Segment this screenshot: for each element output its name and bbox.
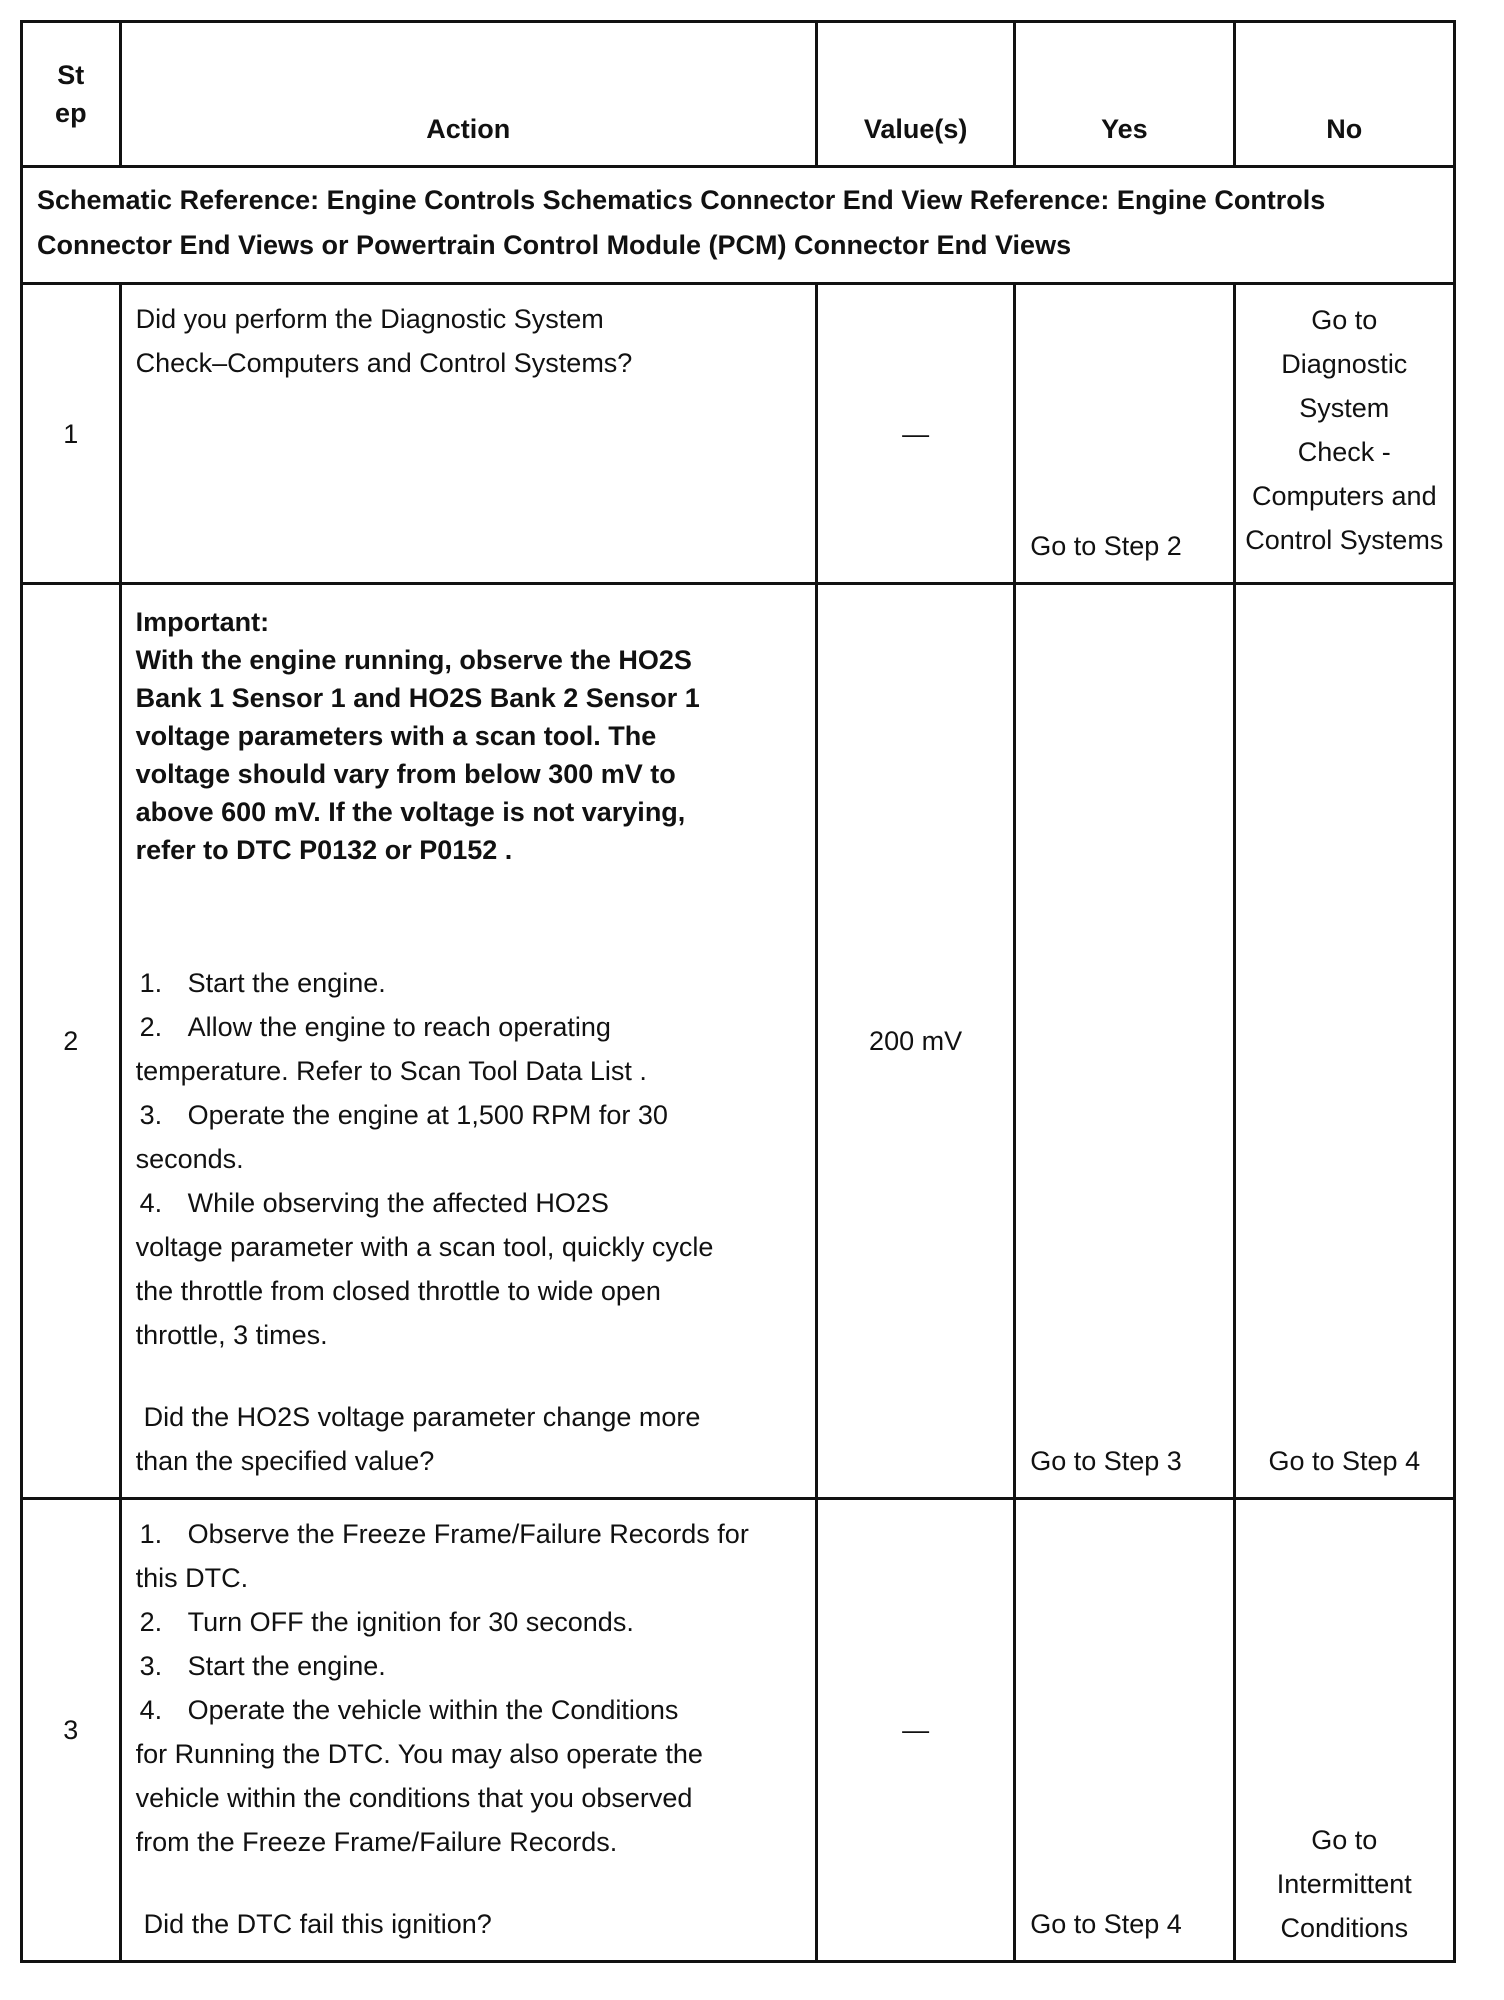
list-text: this DTC. (135, 1563, 249, 1593)
list-item (136, 1005, 775, 1049)
list-text: Start the engine. (187, 968, 386, 998)
list-item (136, 1688, 775, 1732)
list-item (136, 1644, 775, 1688)
important-line: Bank 1 Sensor 1 and HO2S Bank 2 Sensor 1 (135, 683, 700, 713)
list-number: 1. (139, 968, 163, 998)
important-line: refer to DTC P0132 or P0152 . (135, 835, 513, 865)
list-text: Start the engine. (187, 1651, 386, 1681)
reference-row (22, 167, 1455, 284)
list-text: Turn OFF the ignition for 30 seconds. (187, 1607, 634, 1637)
no-line: System (1299, 393, 1390, 423)
list-item (136, 1512, 775, 1556)
list-text: seconds. (135, 1144, 244, 1174)
value-cell: 200 mV (816, 584, 1014, 1499)
reference-line-1: Schematic Reference: Engine Controls Schematics Connector End View Reference: Engine Controls (37, 185, 1326, 215)
table-row (22, 284, 1455, 584)
table-row (22, 584, 1455, 1499)
no-cell (1234, 284, 1454, 584)
list-number: 3. (139, 1651, 163, 1681)
list-number: 2. (139, 1012, 163, 1042)
header-step-line2: ep (55, 98, 87, 128)
list-text: the throttle from closed throttle to wide open (135, 1276, 661, 1306)
question-line: than the specified value? (135, 1446, 435, 1476)
value-cell: — (816, 284, 1014, 584)
important-line: voltage parameters with a scan tool. The (135, 721, 657, 751)
value-cell: — (816, 1499, 1014, 1962)
no-line: Intermittent (1276, 1869, 1412, 1899)
no-line: Go to (1311, 305, 1378, 335)
important-line: voltage should vary from below 300 mV to (135, 759, 676, 789)
no-cell: Go to Step 4 (1234, 584, 1454, 1499)
schematic-reference (22, 167, 1455, 284)
list-text: for Running the DTC. You may also operate the (135, 1739, 703, 1769)
list-text: temperature. Refer to Scan Tool Data List . (135, 1056, 647, 1086)
list-number: 1. (139, 1519, 163, 1549)
list-text: While observing the affected HO2S (187, 1188, 609, 1218)
action-line: Check–Computers and Control Systems? (135, 348, 633, 378)
list-text: Operate the engine at 1,500 RPM for 30 (187, 1100, 668, 1130)
important-line: With the engine running, observe the HO2S (135, 645, 692, 675)
step-number: 1 (22, 284, 121, 584)
list-text: voltage parameter with a scan tool, quickly cycle (135, 1232, 714, 1262)
list-item (136, 961, 775, 1005)
yes-cell: Go to Step 4 (1015, 1499, 1234, 1962)
action-cell (120, 1499, 816, 1962)
list-text: Operate the vehicle within the Conditions (187, 1695, 679, 1725)
no-line: Go to (1311, 1825, 1378, 1855)
reference-line-2: Connector End Views or Powertrain Control Module (PCM) Connector End Views (37, 230, 1072, 260)
no-line: Conditions (1280, 1913, 1409, 1943)
list-text: Observe the Freeze Frame/Failure Records for (187, 1519, 749, 1549)
header-no: No (1234, 22, 1454, 167)
question-line: Did the HO2S voltage parameter change more (143, 1402, 701, 1432)
header-action: Action (120, 22, 816, 167)
list-item (136, 1600, 775, 1644)
important-label: Important: (135, 607, 270, 637)
list-item (136, 1093, 775, 1137)
no-cell (1234, 1499, 1454, 1962)
no-line: Diagnostic (1281, 349, 1408, 379)
list-text: vehicle within the conditions that you observed (135, 1783, 693, 1813)
yes-cell: Go to Step 3 (1015, 584, 1234, 1499)
step-number: 3 (22, 1499, 121, 1962)
list-number: 3. (139, 1100, 163, 1130)
action-line: Did you perform the Diagnostic System (135, 304, 604, 334)
action-cell (120, 584, 816, 1499)
header-step-line1: St (57, 60, 85, 90)
important-line: above 600 mV. If the voltage is not varying, (135, 797, 686, 827)
table-row (22, 1499, 1455, 1962)
step-number: 2 (22, 584, 121, 1499)
header-row (22, 22, 1455, 167)
header-values: Value(s) (816, 22, 1014, 167)
no-line: Check - (1297, 437, 1391, 467)
no-line: Control Systems (1245, 525, 1444, 555)
list-number: 2. (139, 1607, 163, 1637)
question-line: Did the DTC fail this ignition? (143, 1909, 492, 1939)
no-line: Computers and (1251, 481, 1437, 511)
procedure-list (136, 1512, 775, 1864)
yes-cell: Go to Step 2 (1015, 284, 1234, 584)
list-number: 4. (139, 1695, 163, 1725)
important-note (136, 603, 775, 869)
procedure-list (136, 961, 775, 1357)
list-text: from the Freeze Frame/Failure Records. (135, 1827, 618, 1857)
list-text: Allow the engine to reach operating (187, 1012, 611, 1042)
diagnostic-table (20, 20, 1456, 1963)
action-cell (120, 284, 816, 584)
diagnostic-table-page (20, 20, 1456, 1963)
header-step (22, 22, 121, 167)
list-text: throttle, 3 times. (135, 1320, 328, 1350)
list-item (136, 1181, 775, 1225)
header-yes: Yes (1015, 22, 1234, 167)
list-number: 4. (139, 1188, 163, 1218)
